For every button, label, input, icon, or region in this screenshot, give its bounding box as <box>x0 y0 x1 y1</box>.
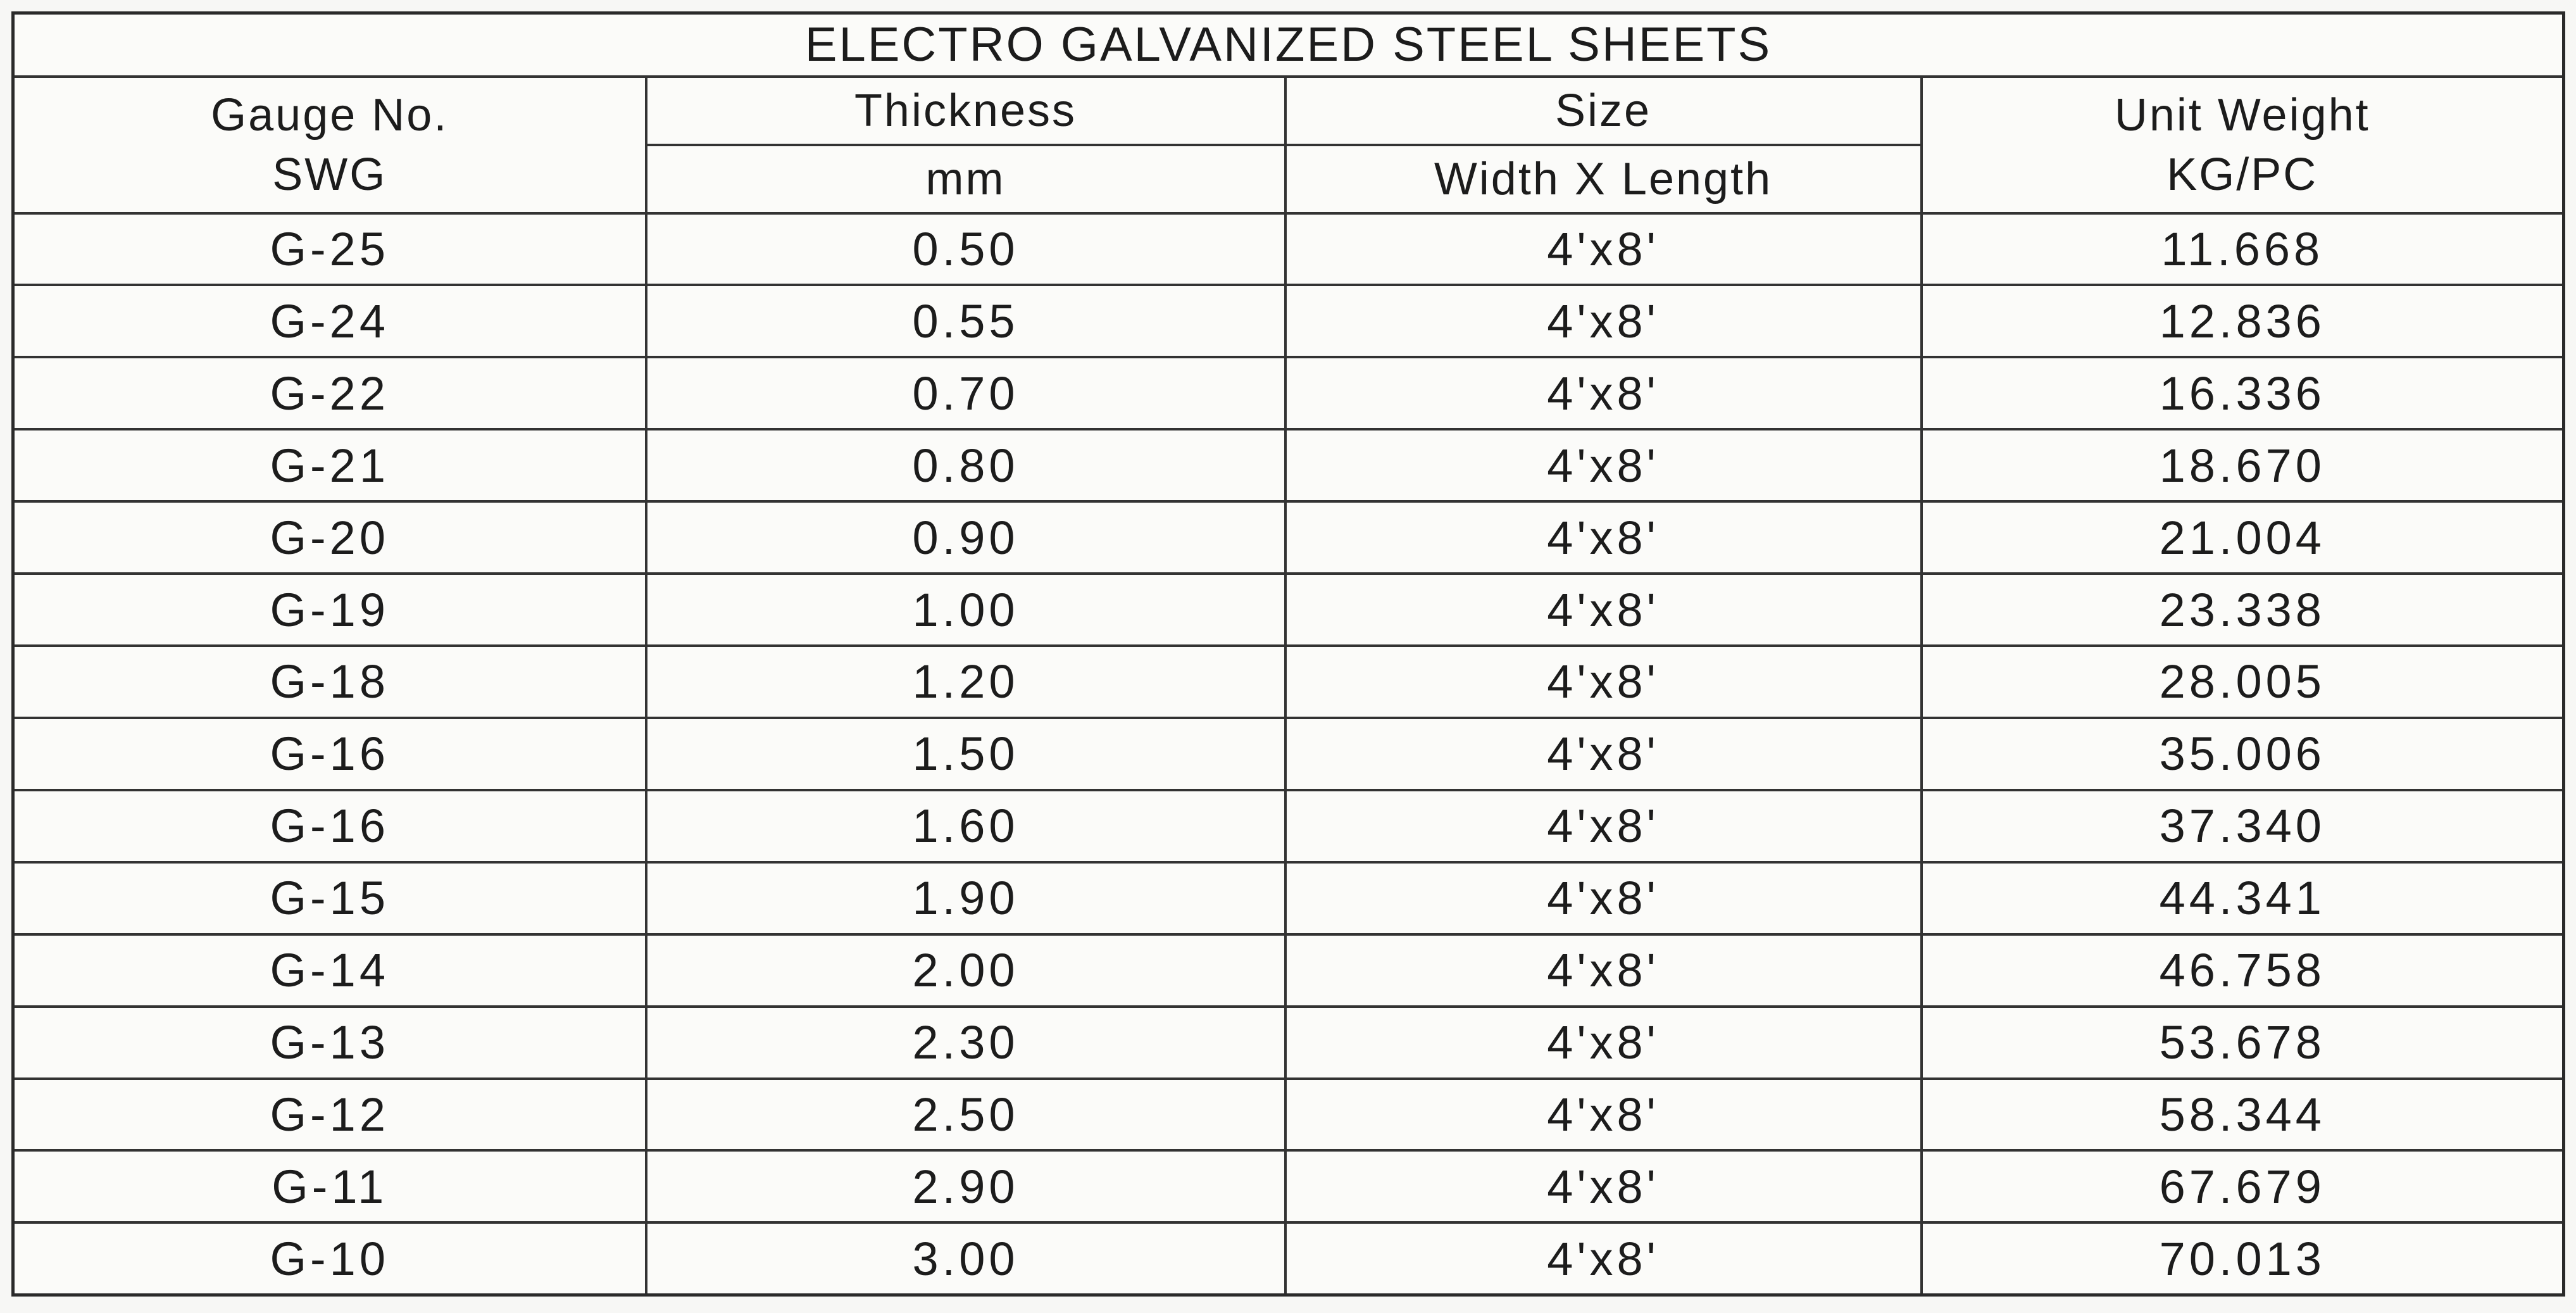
gauge-cell: G-14 <box>13 934 646 1007</box>
table-row <box>13 934 2564 1007</box>
gauge-cell: G-24 <box>13 285 646 357</box>
weight-cell: 35.006 <box>1922 718 2564 790</box>
gauge-cell: G-16 <box>13 790 646 862</box>
weight-cell: 44.341 <box>1922 862 2564 934</box>
table-row <box>13 574 2564 646</box>
gauge-cell: G-21 <box>13 429 646 501</box>
gauge-cell: G-22 <box>13 357 646 429</box>
weight-header-line1: Unit Weight <box>2114 89 2370 141</box>
table-row <box>13 501 2564 574</box>
thickness-unit: mm <box>646 145 1285 213</box>
size-cell: 4'x8' <box>1285 934 1922 1007</box>
gauge-cell: G-25 <box>13 213 646 286</box>
weight-cell: 16.336 <box>1922 357 2564 429</box>
weight-cell: 58.344 <box>1922 1079 2564 1151</box>
size-cell: 4'x8' <box>1285 213 1922 286</box>
size-cell: 4'x8' <box>1285 285 1922 357</box>
gauge-cell: G-19 <box>13 574 646 646</box>
thickness-cell: 2.30 <box>646 1007 1285 1079</box>
size-cell: 4'x8' <box>1285 1150 1922 1222</box>
thickness-cell: 3.00 <box>646 1222 1285 1295</box>
thickness-cell: 2.00 <box>646 934 1285 1007</box>
table-title: ELECTRO GALVANIZED STEEL SHEETS <box>13 13 2564 77</box>
weight-cell: 11.668 <box>1922 213 2564 286</box>
weight-cell: 12.836 <box>1922 285 2564 357</box>
size-cell: 4'x8' <box>1285 646 1922 718</box>
weight-cell: 53.678 <box>1922 1007 2564 1079</box>
gauge-cell: G-11 <box>13 1150 646 1222</box>
table-row <box>13 646 2564 718</box>
gauge-cell: G-12 <box>13 1079 646 1151</box>
weight-cell: 18.670 <box>1922 429 2564 501</box>
weight-cell: 70.013 <box>1922 1222 2564 1295</box>
size-header: Size <box>1285 77 1922 145</box>
thickness-cell: 1.20 <box>646 646 1285 718</box>
thickness-cell: 0.80 <box>646 429 1285 501</box>
size-cell: 4'x8' <box>1285 790 1922 862</box>
weight-cell: 67.679 <box>1922 1150 2564 1222</box>
gauge-cell: G-13 <box>13 1007 646 1079</box>
thickness-cell: 2.50 <box>646 1079 1285 1151</box>
thickness-cell: 2.90 <box>646 1150 1285 1222</box>
weight-cell: 37.340 <box>1922 790 2564 862</box>
size-cell: 4'x8' <box>1285 1222 1922 1295</box>
thickness-header: Thickness <box>646 77 1285 145</box>
weight-cell: 28.005 <box>1922 646 2564 718</box>
weight-header <box>1922 77 2564 213</box>
size-cell: 4'x8' <box>1285 718 1922 790</box>
thickness-cell: 1.90 <box>646 862 1285 934</box>
gauge-header <box>13 77 646 213</box>
table-body <box>13 213 2564 1295</box>
weight-cell: 21.004 <box>1922 501 2564 574</box>
table-row <box>13 1007 2564 1079</box>
gauge-cell: G-16 <box>13 718 646 790</box>
gauge-header-line1: Gauge No. <box>211 89 449 141</box>
table-row <box>13 357 2564 429</box>
gauge-cell: G-10 <box>13 1222 646 1295</box>
thickness-cell: 1.60 <box>646 790 1285 862</box>
table-row <box>13 1150 2564 1222</box>
thickness-cell: 0.55 <box>646 285 1285 357</box>
steel-sheets-table <box>11 11 2565 1297</box>
gauge-header-line2: SWG <box>272 149 387 200</box>
size-cell: 4'x8' <box>1285 862 1922 934</box>
table-row <box>13 718 2564 790</box>
table-row <box>13 285 2564 357</box>
size-cell: 4'x8' <box>1285 357 1922 429</box>
gauge-cell: G-15 <box>13 862 646 934</box>
table-row <box>13 790 2564 862</box>
table-row <box>13 429 2564 501</box>
table-row <box>13 1079 2564 1151</box>
table-row <box>13 213 2564 286</box>
thickness-cell: 0.90 <box>646 501 1285 574</box>
weight-cell: 46.758 <box>1922 934 2564 1007</box>
weight-header-line2: KG/PC <box>2166 149 2318 200</box>
table-row <box>13 862 2564 934</box>
size-unit: Width X Length <box>1285 145 1922 213</box>
thickness-cell: 1.50 <box>646 718 1285 790</box>
thickness-cell: 1.00 <box>646 574 1285 646</box>
size-cell: 4'x8' <box>1285 1007 1922 1079</box>
size-cell: 4'x8' <box>1285 1079 1922 1151</box>
header-row <box>13 77 2564 145</box>
gauge-cell: G-18 <box>13 646 646 718</box>
weight-cell: 23.338 <box>1922 574 2564 646</box>
gauge-cell: G-20 <box>13 501 646 574</box>
size-cell: 4'x8' <box>1285 429 1922 501</box>
size-cell: 4'x8' <box>1285 501 1922 574</box>
table-row <box>13 1222 2564 1295</box>
size-cell: 4'x8' <box>1285 574 1922 646</box>
thickness-cell: 0.70 <box>646 357 1285 429</box>
title-row <box>13 13 2564 77</box>
thickness-cell: 0.50 <box>646 213 1285 286</box>
